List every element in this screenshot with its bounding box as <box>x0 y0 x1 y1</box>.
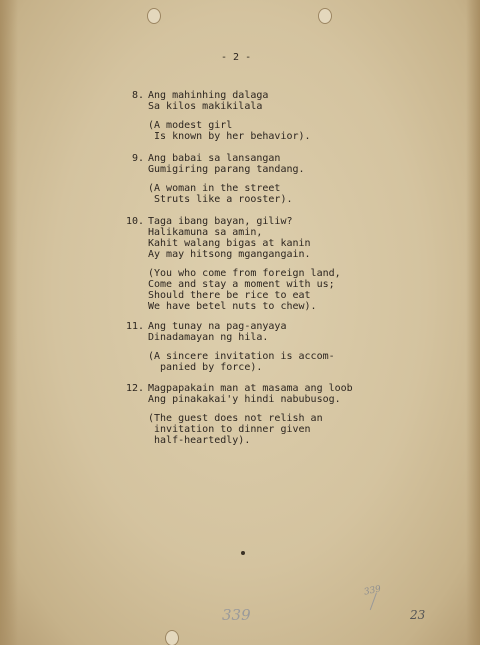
proverb-tagalog-line: Magpapakain man at masama ang loob <box>148 383 353 394</box>
page-count-handwritten: 23 <box>410 608 426 622</box>
proverb-number: 12. <box>125 383 144 394</box>
proverb-tagalog-line: Ang mahinhing dalaga <box>148 90 269 101</box>
proverb-english-line: panied by force). <box>148 362 263 373</box>
proverb-tagalog-line: Dinadamayan ng hila. <box>148 332 269 343</box>
page-edge-shadow <box>466 0 480 645</box>
proverb-tagalog-line: Kahit walang bigas at kanin <box>148 238 311 249</box>
proverb-english-line: (The guest does not relish an <box>148 413 323 424</box>
proverb-english-line: Come and stay a moment with us; <box>148 279 335 290</box>
proverb-tagalog-line: Ay may hitsong mgangangain. <box>148 249 311 260</box>
archive-number-handwritten: 339 <box>222 606 251 624</box>
proverb-english-line: Should there be rice to eat <box>148 290 311 301</box>
page-edge-shadow <box>0 0 18 645</box>
proverb-english-line: (A modest girl <box>148 120 233 131</box>
proverb-number: 8. <box>131 90 144 101</box>
proverb-english-line: half-heartedly). <box>148 435 251 446</box>
proverb-tagalog-line: Taga ibang bayan, giliw? <box>148 216 293 227</box>
proverb-english-line: invitation to dinner given <box>148 424 311 435</box>
proverb-tagalog-line: Halikamuna sa amin, <box>148 227 263 238</box>
proverb-english-line: (You who come from foreign land, <box>148 268 341 279</box>
punch-hole <box>318 8 332 24</box>
proverb-number: 10. <box>125 216 144 227</box>
proverb-english-line: We have betel nuts to chew). <box>148 301 317 312</box>
proverb-tagalog-line: Gumigiring parang tandang. <box>148 164 305 175</box>
proverb-number: 9. <box>131 153 144 164</box>
page-number: - 2 - <box>221 52 252 63</box>
proverb-tagalog-line: Ang pinakakai'y hindi nabubusog. <box>148 394 341 405</box>
proverb-number: 11. <box>125 321 144 332</box>
proverb-english-line: (A sincere invitation is accom- <box>148 351 335 362</box>
proverb-english-line: (A woman in the street <box>148 183 281 194</box>
proverb-tagalog-line: Ang babai sa lansangan <box>148 153 281 164</box>
pencil-mark <box>370 593 402 619</box>
proverb-tagalog-line: Ang tunay na pag-anyaya <box>148 321 287 332</box>
proverb-english-line: Is known by her behavior). <box>148 131 311 142</box>
punch-hole <box>165 630 179 645</box>
proverb-tagalog-line: Sa kilos makikilala <box>148 101 263 112</box>
punch-hole <box>147 8 161 24</box>
proverb-english-line: Struts like a rooster). <box>148 194 293 205</box>
margin-note-handwritten: 339 <box>363 584 383 598</box>
ink-dot <box>241 551 245 555</box>
